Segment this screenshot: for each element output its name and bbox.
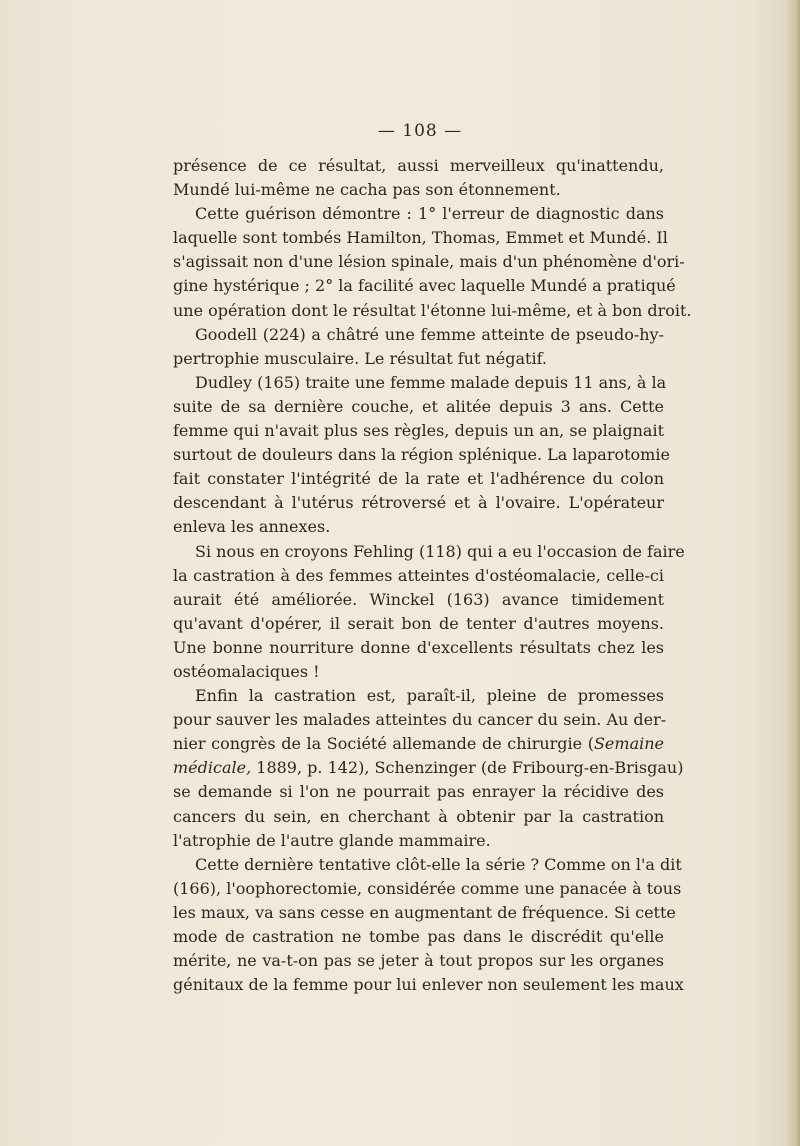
text-line: Si nous en croyons Fehling (118) qui a eu l'occasion de faire — [195, 541, 685, 561]
text-line: présence de ce résultat, aussi merveilleux qu'inattendu, — [173, 156, 664, 175]
text-line: descendant à l'utérus rétroversé et à l'ovaire. L'opérateur — [173, 493, 664, 513]
text-line: mode de castration ne tombe pas dans le discrédit qu'elle — [173, 927, 664, 946]
text-line: fait constater l'intégrité de la rate et l'adhérence du colon — [173, 469, 664, 489]
text-line: se demande si l'on ne pourrait pas enrayer la récidive des — [173, 782, 664, 802]
text-line: l'atrophie de l'autre glande mammaire. — [173, 830, 491, 850]
text-line: pertrophie musculaire. Le résultat fut négatif. — [173, 348, 547, 368]
text-line: Une bonne nourriture donne d'excellents résultats chez les — [173, 637, 664, 657]
text-line: enleva les annexes. — [173, 517, 331, 537]
text-line: gine hystérique ; 2° la facilité avec laquelle Mundé a pratiqué — [173, 276, 676, 296]
text-line: Dudley (165) traite une femme malade depuis 11 ans, à la — [195, 372, 667, 392]
text-line: génitaux de la femme pour lui enlever non seulement les maux — [173, 975, 684, 995]
text-line: s'agissait non d'une lésion spinale, mais d'un phénomène d'ori- — [173, 252, 685, 272]
text-line: surtout de douleurs dans la région splénique. La laparotomie — [173, 445, 670, 465]
text-line: nier congrès de la Société allemande de chirurgie (Semaine — [173, 734, 664, 754]
text-line: pour sauver les malades atteintes du cancer du sein. Au der- — [173, 710, 667, 730]
text-line: une opération dont le résultat l'étonne lui-même, et à bon droit. — [173, 300, 692, 320]
text-line: cancers du sein, en cherchant à obtenir par la castration — [173, 806, 664, 826]
text-line: Enfin la castration est, paraît-il, pleine de promesses — [195, 686, 664, 706]
text-line: suite de sa dernière couche, et alitée depuis 3 ans. Cette — [173, 396, 664, 416]
text-line: aurait été améliorée. Winckel (163) avance timidement — [173, 589, 664, 609]
text-line: médicale, 1889, p. 142), Schenzinger (de Fribourg-en-Brisgau) — [173, 758, 684, 778]
text-line: Cette dernière tentative clôt-elle la série ? Comme on l'a dit — [195, 854, 682, 874]
text-line: Mundé lui-même ne cacha pas son étonnement. — [173, 180, 561, 200]
text-line: qu'avant d'opérer, il serait bon de tenter d'autres moyens. — [173, 613, 664, 633]
text-line: la castration à des femmes atteintes d'ostéomalacie, celle-ci — [173, 565, 664, 585]
text-line: Goodell (224) a châtré une femme atteinte de pseudo-hy- — [195, 324, 664, 344]
text-line: femme qui n'avait plus ses règles, depuis un an, se plaignait — [173, 421, 664, 441]
text-line: les maux, va sans cesse en augmentant de fréquence. Si cette — [173, 902, 676, 922]
body-text — [173, 154, 692, 997]
page-number: — 108 — — [377, 121, 463, 141]
text-line: (166), l'oophorectomie, considérée comme une panacée à tous — [173, 878, 682, 898]
text-line: Cette guérison démontre : 1° l'erreur de diagnostic dans — [195, 204, 664, 224]
text-line: ostéomalaciques ! — [173, 661, 320, 681]
text-line: laquelle sont tombés Hamilton, Thomas, Emmet et Mundé. Il — [173, 228, 668, 248]
text-line: mérite, ne va-t-on pas se jeter à tout propos sur les organes — [173, 951, 664, 971]
page-edge-shadow — [786, 0, 800, 1146]
